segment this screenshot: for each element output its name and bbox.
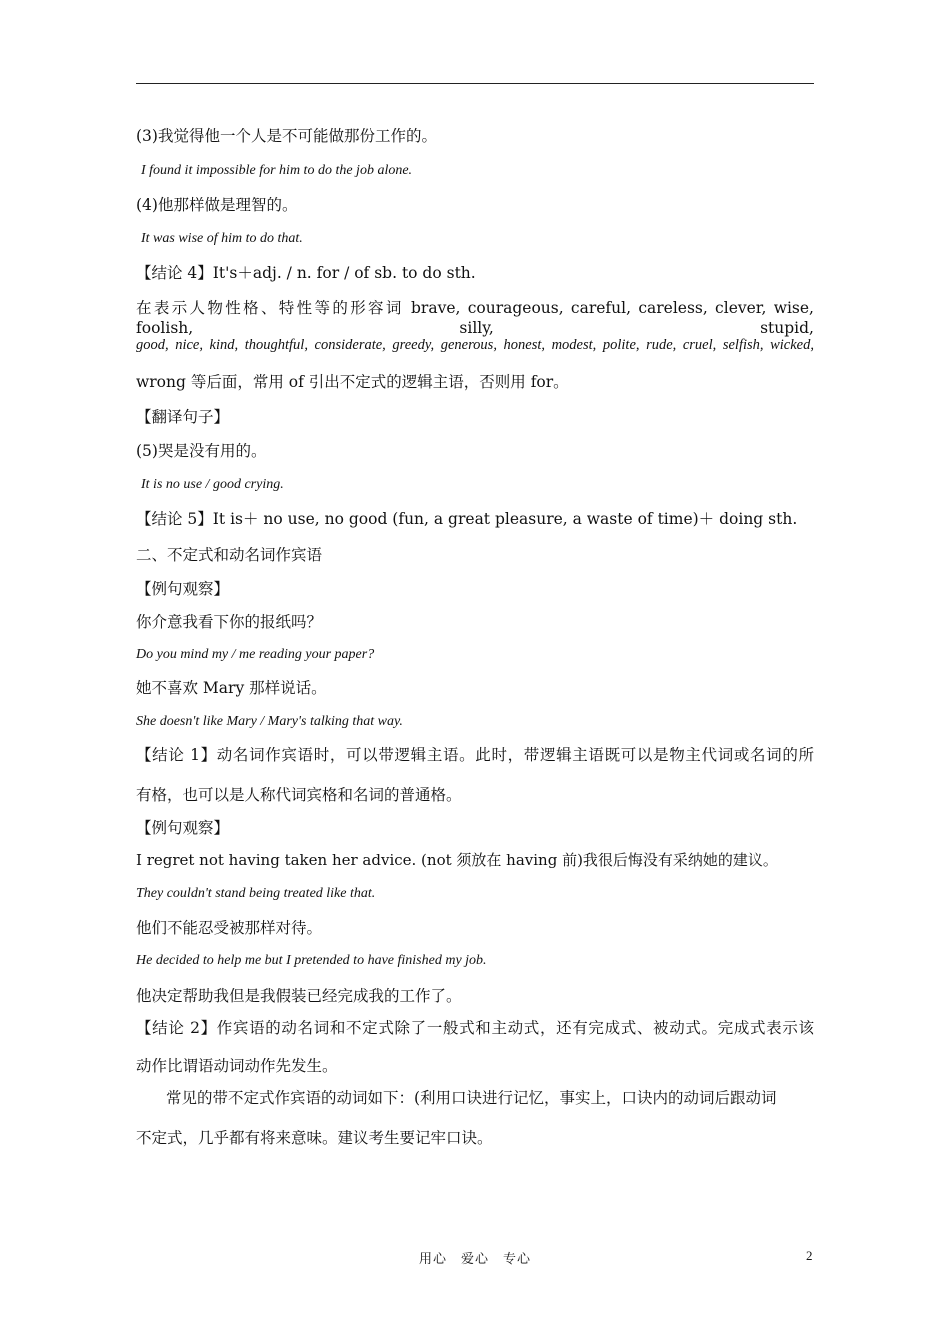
sentence-4-cn: (4)他那样做是理智的。 <box>136 196 298 214</box>
example-1-en: Do you mind my / me reading your paper? <box>136 647 375 662</box>
conclusion-1-line-2: 有格，也可以是人称代词宾格和名词的普通格。 <box>136 786 462 804</box>
example-5-cn: 他决定帮助我但是我假装已经完成我的工作了。 <box>136 987 462 1005</box>
adj-list-line-3: wrong 等后面，常用 of 引出不定式的逻辑主语，否则用 for。 <box>136 373 569 391</box>
example-5-en: He decided to help me but I pretended to have finished my job. <box>136 953 487 968</box>
example-4-cn: 他们不能忍受被那样对待。 <box>136 919 323 937</box>
example-4-en: They couldn't stand being treated like that. <box>136 886 376 901</box>
adj-list-line-2: good, nice, kind, thoughtful, considerate, greedy, generous, honest, modest, polite, rude, cruel, selfish, wicked, <box>136 337 814 353</box>
example-heading-2: 【例句观察】 <box>136 819 230 837</box>
verb-list-intro-line-2: 不定式，几乎都有将来意味。建议考生要记牢口诀。 <box>136 1129 493 1147</box>
example-3: I regret not having taken her advice. (not 须放在 having 前)我很后悔没有采纳她的建议。 <box>136 851 778 869</box>
conclusion-5: 【结论 5】It is＋ no use, no good (fun, a great pleasure, a waste of time)＋ doing sth. <box>136 510 798 528</box>
conclusion-2-line-2: 动作比谓语动词动作先发生。 <box>136 1057 338 1075</box>
example-1-cn: 你介意我看下你的报纸吗？ <box>136 613 323 631</box>
verb-list-intro-line-1: 常见的带不定式作宾语的动词如下：(利用口诀进行记忆，事实上，口诀内的动词后跟动词 <box>166 1089 777 1107</box>
conclusion-2-line-1: 【结论 2】作宾语的动名词和不定式除了一般式和主动式，还有完成式、被动式。完成式表示该 <box>136 1019 814 1037</box>
sentence-3-en: I found it impossible for him to do the job alone. <box>141 163 413 178</box>
example-2-cn: 她不喜欢 Mary 那样说话。 <box>136 679 327 697</box>
section-2-heading: 二、不定式和动名词作宾语 <box>136 546 323 564</box>
sentence-3-cn: (3)我觉得他一个人是不可能做那份工作的。 <box>136 127 437 145</box>
conclusion-1-line-1: 【结论 1】动名词作宾语时，可以带逻辑主语。此时，带逻辑主语既可以是物主代词或名词的所 <box>136 746 814 764</box>
sentence-5-cn: (5)哭是没有用的。 <box>136 442 267 460</box>
page-number: 2 <box>806 1248 813 1263</box>
page-footer: 用心 爱心 专心 <box>418 1252 531 1267</box>
sentence-5-en: It is no use / good crying. <box>141 477 284 492</box>
example-heading-1: 【例句观察】 <box>136 580 230 598</box>
conclusion-4: 【结论 4】It's＋adj. / n. for / of sb. to do sth. <box>136 264 476 282</box>
sentence-4-en: It was wise of him to do that. <box>141 231 303 246</box>
adj-list-line-1: 在表示人物性格、特性等的形容词 brave, courageous, careful, careless, clever, wise, foolish, silly, stupid, <box>136 299 814 337</box>
header-rule <box>136 83 814 84</box>
example-2-en: She doesn't like Mary / Mary's talking that way. <box>136 714 403 729</box>
translate-heading: 【翻译句子】 <box>136 408 230 426</box>
